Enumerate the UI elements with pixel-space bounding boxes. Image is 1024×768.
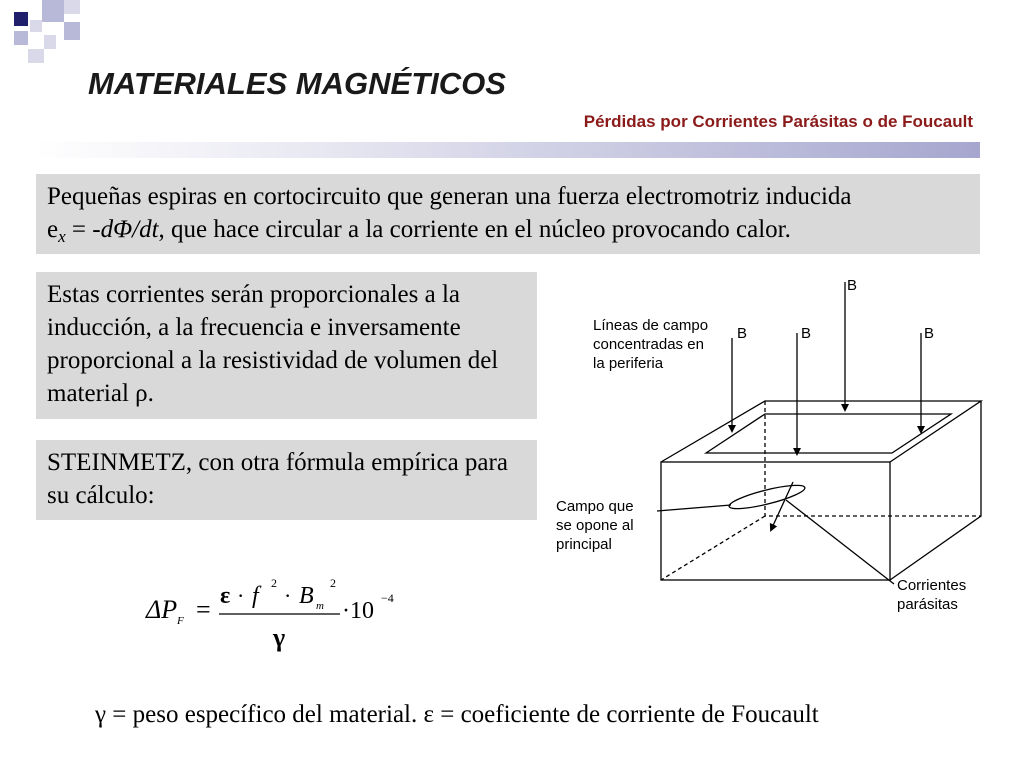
eddy-current-diagram xyxy=(545,268,985,628)
b-label-4: B xyxy=(924,325,935,342)
lines-label-2: concentradas en xyxy=(593,336,704,353)
emf-symbol: e xyxy=(47,216,59,243)
power-of-ten: ·10 xyxy=(342,598,374,624)
title-divider xyxy=(35,142,980,158)
ten-exponent: −4 xyxy=(381,591,394,605)
b-label-1: B xyxy=(847,277,858,294)
formula-equals: = xyxy=(196,595,211,624)
slide-subtitle: Pérdidas por Corrientes Parásitas o de Foucault xyxy=(583,112,973,131)
box1-rest: , que hace circular a la corriente en el núcleo provocando calor. xyxy=(158,216,791,243)
induction-symbol: B xyxy=(299,583,314,609)
hidden-edge-diagonal xyxy=(661,516,765,580)
dot-1: · xyxy=(237,583,245,608)
frequency-symbol: f xyxy=(252,583,259,609)
slide-title: MATERIALES MAGNÉTICOS xyxy=(88,66,506,101)
lines-label-3: la periferia xyxy=(593,355,664,372)
gamma-symbol: γ xyxy=(273,623,286,652)
induction-exponent: 2 xyxy=(330,576,336,590)
emf-subscript: x xyxy=(58,227,66,246)
b-label-2: B xyxy=(737,325,748,342)
proportionality-box: Estas corrientes serán proporcionales a la inducción, a la frecuencia e inversamente proporcional a la resistividad de volumen del material ρ. xyxy=(36,272,537,419)
eddy-label-1: Corrientes xyxy=(897,577,967,594)
legend-footer: γ = peso específico del material. ε = coeficiente de corriente de Foucault xyxy=(95,701,819,728)
opposing-label-1: Campo que xyxy=(556,498,634,515)
lines-label-1: Líneas de campo xyxy=(593,317,709,334)
description-box xyxy=(36,174,980,254)
eddy-label-2: parásitas xyxy=(897,596,958,613)
steinmetz-box: STEINMETZ, con otra fórmula empírica para su cálculo: xyxy=(36,440,537,520)
opposing-label-3: principal xyxy=(556,536,612,553)
induction-subscript: m xyxy=(316,600,324,612)
steinmetz-formula xyxy=(140,570,420,660)
eddy-ellipse xyxy=(727,481,806,513)
inner-loop xyxy=(706,414,951,453)
flux-derivative: dΦ/dt xyxy=(100,216,159,243)
box1-line1: Pequeñas espiras en cortocircuito que generan una fuerza electromotriz inducida xyxy=(47,183,852,210)
loss-subscript: F xyxy=(177,615,184,627)
core-right-face xyxy=(890,401,981,580)
frequency-exponent: 2 xyxy=(271,576,277,590)
dot-2: · xyxy=(284,583,292,608)
opposing-field-arrow xyxy=(771,482,793,530)
loss-symbol: ΔP xyxy=(146,595,178,624)
eddy-leader xyxy=(786,500,894,584)
emf-equals: = - xyxy=(65,216,101,243)
opposing-leader xyxy=(657,505,731,511)
opposing-label-2: se opone al xyxy=(556,517,634,534)
b-label-3: B xyxy=(801,325,812,342)
epsilon-symbol: ε xyxy=(220,583,231,609)
